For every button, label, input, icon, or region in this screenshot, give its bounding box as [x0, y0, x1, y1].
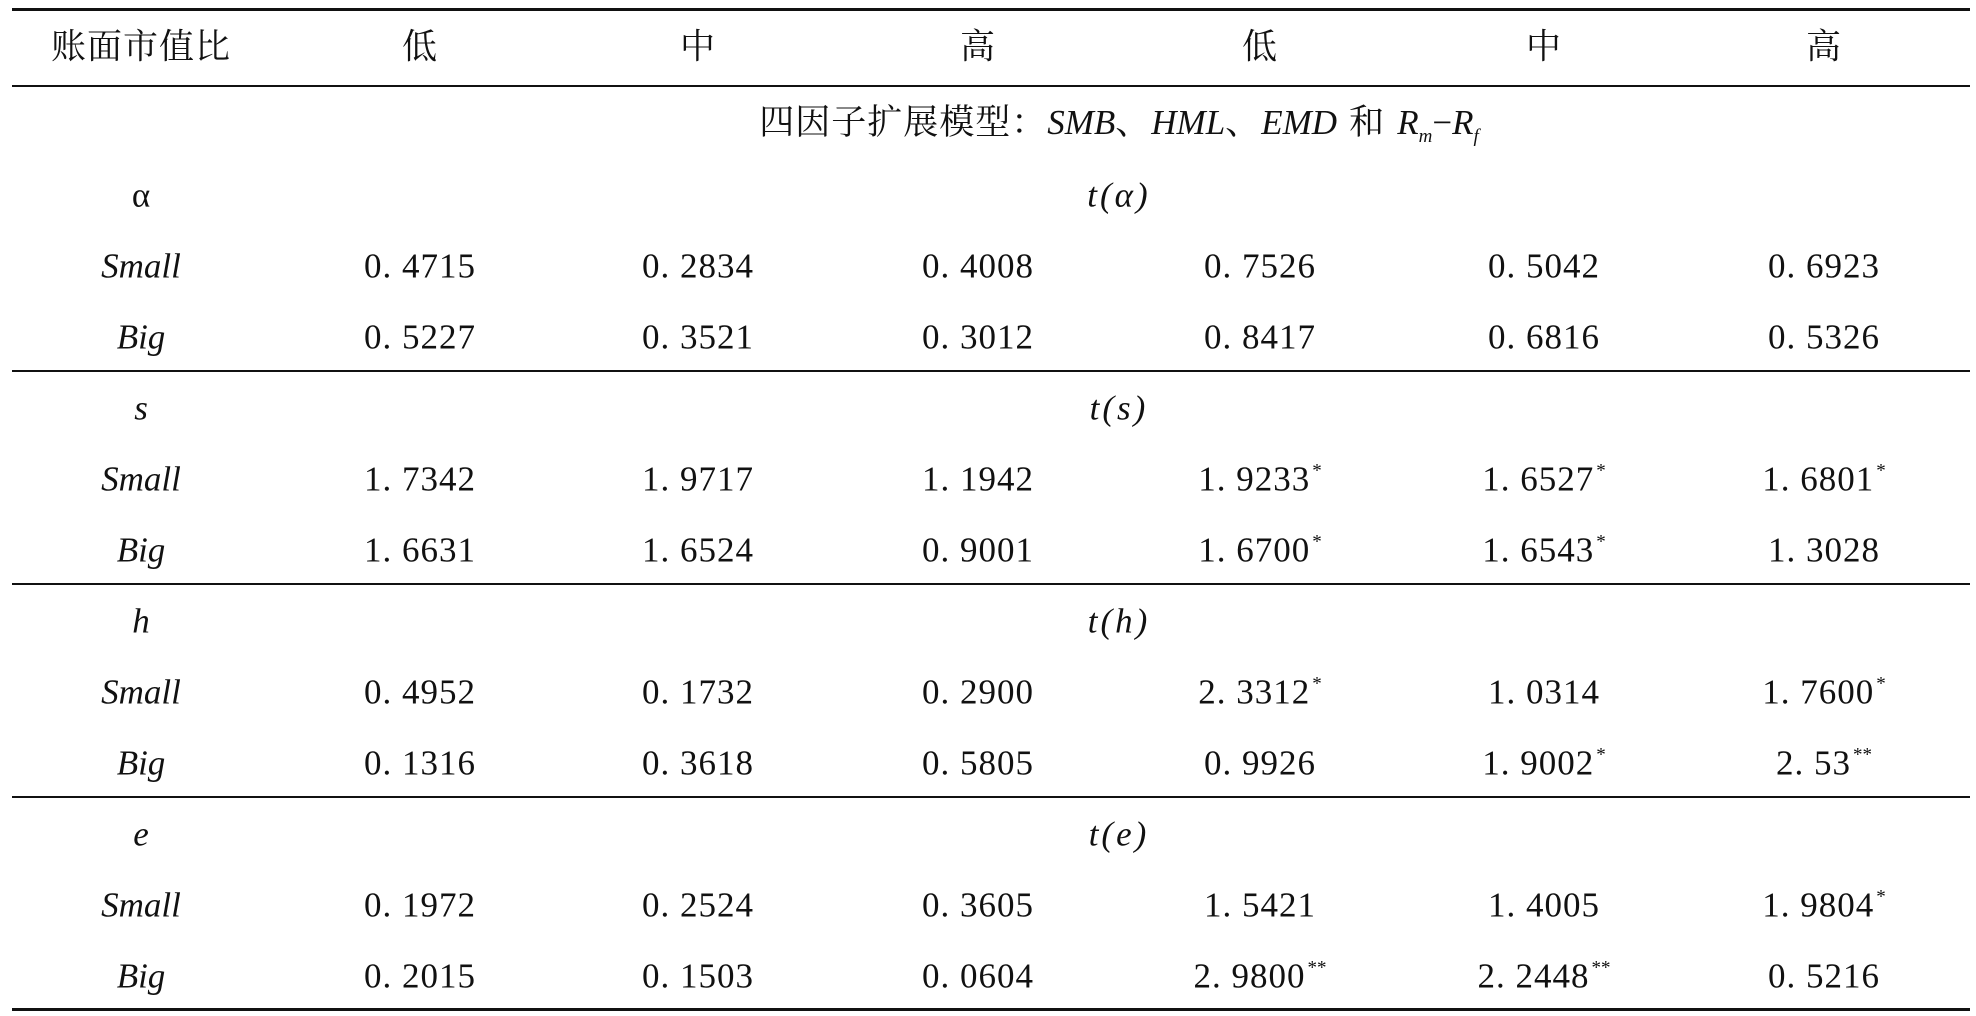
table-cell — [1768, 530, 1880, 570]
cell-value: 0. 1503 — [642, 956, 754, 996]
table-cell — [364, 743, 476, 783]
cell-value: 1. 9233 — [1198, 459, 1311, 499]
row-label: Small — [101, 672, 181, 712]
cell-value: 2. 53 — [1776, 743, 1851, 783]
row-label: Small — [101, 459, 181, 499]
cell-value: 2. 2448 — [1477, 956, 1590, 996]
table-cell — [1482, 459, 1606, 499]
top-rule — [12, 8, 1970, 11]
section-divider — [12, 583, 1970, 585]
table-cell — [1477, 956, 1611, 996]
cell-value: 1. 3028 — [1768, 530, 1880, 570]
bottom-rule — [12, 1008, 1970, 1011]
cell-value: 1. 6700 — [1198, 530, 1311, 570]
header-col-3: 高 — [959, 27, 997, 68]
cell-value: 0. 1316 — [364, 743, 476, 783]
significance-marker: * — [1596, 744, 1606, 766]
cell-value: 0. 8417 — [1204, 317, 1316, 357]
table-cell — [1198, 672, 1322, 712]
table-cell — [922, 885, 1034, 925]
significance-marker: * — [1312, 531, 1322, 553]
t-stat-label: t(h) — [1087, 601, 1151, 641]
cell-value: 0. 1732 — [642, 672, 754, 712]
table-cell — [1198, 459, 1322, 499]
cell-value: 0. 3605 — [922, 885, 1034, 925]
table-cell — [1204, 246, 1316, 286]
table-cell — [364, 530, 476, 570]
header-col-6: 高 — [1805, 27, 1843, 68]
cell-value: 1. 0314 — [1488, 672, 1600, 712]
cell-value: 0. 3012 — [922, 317, 1034, 357]
table-cell — [642, 885, 754, 925]
table-cell — [1488, 885, 1600, 925]
table-cell — [364, 885, 476, 925]
table-cell — [1482, 530, 1606, 570]
results-table — [12, 0, 1970, 1016]
header-col-5: 中 — [1525, 27, 1563, 68]
header-rule — [12, 85, 1970, 87]
table-cell — [1204, 743, 1316, 783]
table-cell — [1204, 317, 1316, 357]
table-cell — [922, 246, 1034, 286]
section-divider — [12, 796, 1970, 798]
table-cell — [1488, 246, 1600, 286]
cell-value: 0. 5326 — [1768, 317, 1880, 357]
table-cell — [922, 459, 1034, 499]
cell-value: 0. 6923 — [1768, 246, 1880, 286]
cell-value: 0. 6816 — [1488, 317, 1600, 357]
coef-label: s — [134, 388, 148, 428]
cell-value: 1. 6524 — [642, 530, 754, 570]
coef-label: α — [131, 175, 151, 215]
table-cell — [642, 459, 754, 499]
table-cell — [642, 672, 754, 712]
cell-value: 1. 7342 — [364, 459, 476, 499]
cell-value: 0. 0604 — [922, 956, 1034, 996]
table-cell — [1193, 956, 1327, 996]
table-cell — [922, 317, 1034, 357]
table-cell — [1488, 672, 1600, 712]
cell-value: 0. 3521 — [642, 317, 754, 357]
cell-value: 0. 2834 — [642, 246, 754, 286]
cell-value: 1. 6801 — [1762, 459, 1875, 499]
header-col-2: 中 — [679, 27, 717, 68]
cell-value: 0. 9926 — [1204, 743, 1316, 783]
table-cell — [1762, 885, 1886, 925]
header-col-4: 低 — [1241, 27, 1279, 68]
table-cell — [1762, 672, 1886, 712]
table-cell — [364, 956, 476, 996]
cell-value: 0. 4952 — [364, 672, 476, 712]
table-cell — [1762, 459, 1886, 499]
significance-marker: * — [1876, 460, 1886, 482]
table-cell — [922, 743, 1034, 783]
table-cell — [364, 459, 476, 499]
row-label: Big — [116, 743, 166, 783]
cell-value: 0. 7526 — [1204, 246, 1316, 286]
table-cell — [642, 743, 754, 783]
table-cell — [1776, 743, 1872, 783]
cell-value: 0. 5216 — [1768, 956, 1880, 996]
significance-marker: * — [1312, 460, 1322, 482]
table-cell — [642, 530, 754, 570]
cell-value: 0. 1972 — [364, 885, 476, 925]
cell-value: 0. 2524 — [642, 885, 754, 925]
cell-value: 0. 2015 — [364, 956, 476, 996]
cell-value: 1. 9002 — [1482, 743, 1595, 783]
cell-value: 1. 1942 — [922, 459, 1034, 499]
cell-value: 1. 5421 — [1204, 885, 1316, 925]
row-label: Big — [116, 317, 166, 357]
significance-marker: ** — [1591, 957, 1611, 979]
table-cell — [1198, 530, 1322, 570]
table-cell — [642, 956, 754, 996]
table-cell — [1482, 743, 1606, 783]
table-cell — [364, 317, 476, 357]
table-cell — [642, 317, 754, 357]
cell-value: 1. 9717 — [642, 459, 754, 499]
row-label: Small — [101, 885, 181, 925]
row-label: Big — [116, 956, 166, 996]
table-cell — [1488, 317, 1600, 357]
row-label: Small — [101, 246, 181, 286]
table-cell — [922, 956, 1034, 996]
significance-marker: ** — [1853, 744, 1872, 766]
section-divider — [12, 370, 1970, 372]
t-stat-label: t(e) — [1088, 814, 1150, 854]
header-col-1: 低 — [401, 27, 439, 68]
significance-marker: * — [1596, 531, 1606, 553]
cell-value: 1. 6527 — [1482, 459, 1595, 499]
cell-value: 1. 6543 — [1482, 530, 1595, 570]
cell-value: 0. 4008 — [922, 246, 1034, 286]
coef-label: e — [133, 814, 149, 854]
significance-marker: * — [1876, 673, 1886, 695]
significance-marker: * — [1312, 673, 1322, 695]
header-row-label: 账面市值比 — [50, 27, 232, 68]
cell-value: 1. 6631 — [364, 530, 476, 570]
cell-value: 1. 9804 — [1762, 885, 1875, 925]
significance-marker: * — [1596, 460, 1606, 482]
table-cell — [364, 672, 476, 712]
table-cell — [364, 246, 476, 286]
cell-value: 0. 5227 — [364, 317, 476, 357]
table-cell — [1768, 956, 1880, 996]
row-label: Big — [116, 530, 166, 570]
cell-value: 0. 2900 — [922, 672, 1034, 712]
cell-value: 0. 3618 — [642, 743, 754, 783]
t-stat-label: t(α) — [1087, 175, 1151, 215]
cell-value: 0. 5805 — [922, 743, 1034, 783]
cell-value: 0. 5042 — [1488, 246, 1600, 286]
table-cell — [922, 672, 1034, 712]
significance-marker: ** — [1307, 957, 1327, 979]
coef-label: h — [132, 601, 150, 641]
table-cell — [1204, 885, 1316, 925]
cell-value: 1. 7600 — [1762, 672, 1875, 712]
cell-value: 1. 4005 — [1488, 885, 1600, 925]
model-title: 四因子扩展模型：SMB、HML、EMD 和 $R_m-R_f$ — [759, 103, 1479, 147]
table-cell — [1768, 246, 1880, 286]
table-cell — [922, 530, 1034, 570]
t-stat-label: t(s) — [1089, 388, 1149, 428]
cell-value: 2. 3312 — [1198, 672, 1311, 712]
cell-value: 2. 9800 — [1193, 956, 1306, 996]
table-cell — [1768, 317, 1880, 357]
significance-marker: * — [1876, 886, 1886, 908]
table-cell — [642, 246, 754, 286]
cell-value: 0. 9001 — [922, 530, 1034, 570]
cell-value: 0. 4715 — [364, 246, 476, 286]
